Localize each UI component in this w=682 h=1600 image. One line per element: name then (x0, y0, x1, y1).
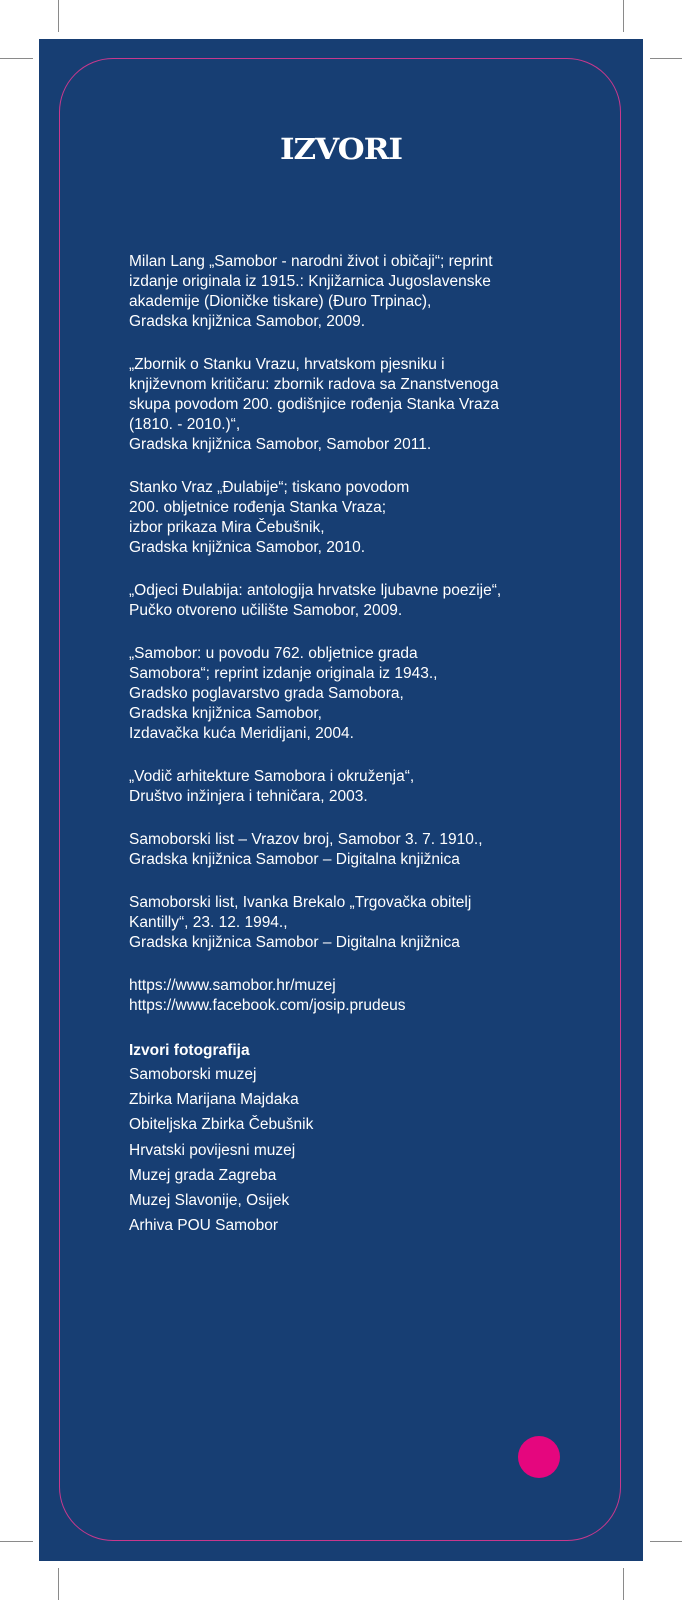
photo-source-item: Zbirka Marijana Majdaka (129, 1091, 299, 1109)
photo-source-item: Samoborski muzej (129, 1066, 257, 1083)
source-line: „Vodič arhitekture Samobora i okruženja“, (129, 768, 415, 785)
source-line: Samobora“; reprint izdanje originala iz 1943., (129, 665, 438, 682)
source-line: akademije (Dioničke tiskare) (Đuro Trpinac), (129, 293, 432, 310)
photo-sources (129, 1039, 599, 1238)
source-line: Izdavačka kuća Meridijani, 2004. (129, 725, 354, 742)
source-line: „Odjeci Đulabija: antologija hrvatske ljubavne poezije“, (129, 582, 502, 599)
source-entry (129, 581, 599, 621)
source-line: Samoborski list – Vrazov broj, Samobor 3. 7. 1910., (129, 831, 483, 848)
crop-mark-left-bottom (0, 1541, 33, 1542)
source-line: Gradsko poglavarstvo grada Samobora, (129, 685, 404, 702)
source-entry (129, 355, 599, 455)
link-facebook[interactable]: https://www.facebook.com/josip.prudeus (129, 997, 406, 1014)
source-entry (129, 893, 599, 953)
source-line: „Zbornik o Stanku Vrazu, hrvatskom pjesniku i (129, 356, 445, 373)
accent-dot (518, 1436, 560, 1478)
source-line: Gradska knjižnica Samobor – Digitalna knjižnica (129, 934, 460, 951)
source-line: Pučko otvoreno učilište Samobor, 2009. (129, 602, 403, 619)
source-line: skupa povodom 200. godišnjice rođenja Stanka Vraza (129, 396, 499, 413)
sources-content (129, 252, 599, 1238)
source-line: Samoborski list, Ivanka Brekalo „Trgovačka obitelj (129, 894, 472, 911)
crop-mark-bottom-left (58, 1568, 59, 1600)
photo-source-item: Muzej Slavonije, Osijek (129, 1192, 290, 1210)
source-line: (1810. - 2010.)“, (129, 416, 241, 433)
photo-source-item: Arhiva POU Samobor (129, 1217, 279, 1235)
source-line: Kantilly“, 23. 12. 1994., (129, 914, 288, 931)
crop-mark-top-right (623, 0, 624, 32)
crop-mark-top-left (58, 0, 59, 32)
source-line: književnom kritičaru: zbornik radova sa Znanstvenoga (129, 376, 499, 393)
source-entry (129, 767, 599, 807)
links-list (129, 976, 599, 1016)
crop-mark-right-bottom (650, 1541, 682, 1542)
photo-sources-heading: Izvori fotografija (129, 1042, 250, 1059)
source-line: Gradska knjižnica Samobor, 2009. (129, 313, 366, 330)
crop-mark-right-top (650, 58, 682, 59)
page-title: IZVORI (280, 133, 402, 167)
source-line: Stanko Vraz „Đulabije“; tiskano povodom (129, 479, 410, 496)
source-line: Gradska knjižnica Samobor, (129, 705, 322, 722)
crop-mark-left-top (0, 58, 33, 59)
source-line: Gradska knjižnica Samobor, 2010. (129, 539, 366, 556)
photo-source-item: Obiteljska Zbirka Čebušnik (129, 1116, 314, 1134)
sources-list (129, 252, 599, 953)
source-line: 200. obljetnice rođenja Stanka Vraza; (129, 499, 387, 516)
source-line: „Samobor: u povodu 762. obljetnice grada (129, 645, 418, 662)
crop-mark-bottom-right (623, 1568, 624, 1600)
source-entry (129, 644, 599, 744)
link-museum[interactable]: https://www.samobor.hr/muzej (129, 977, 336, 994)
photo-source-item: Muzej grada Zagreba (129, 1166, 277, 1184)
source-line: izdanje originala iz 1915.: Knjižarnica Jugoslavenske (129, 273, 491, 290)
source-line: Milan Lang „Samobor - narodni život i običaji“; reprint (129, 253, 493, 270)
source-entry (129, 252, 599, 332)
source-line: Gradska knjižnica Samobor – Digitalna knjižnica (129, 851, 460, 868)
source-line: izbor prikaza Mira Čebušnik, (129, 519, 325, 536)
source-entry (129, 478, 599, 558)
source-line: Društvo inžinjera i tehničara, 2003. (129, 788, 368, 805)
source-entry (129, 830, 599, 870)
source-line: Gradska knjižnica Samobor, Samobor 2011. (129, 436, 432, 453)
photo-source-item: Hrvatski povijesni muzej (129, 1141, 296, 1159)
